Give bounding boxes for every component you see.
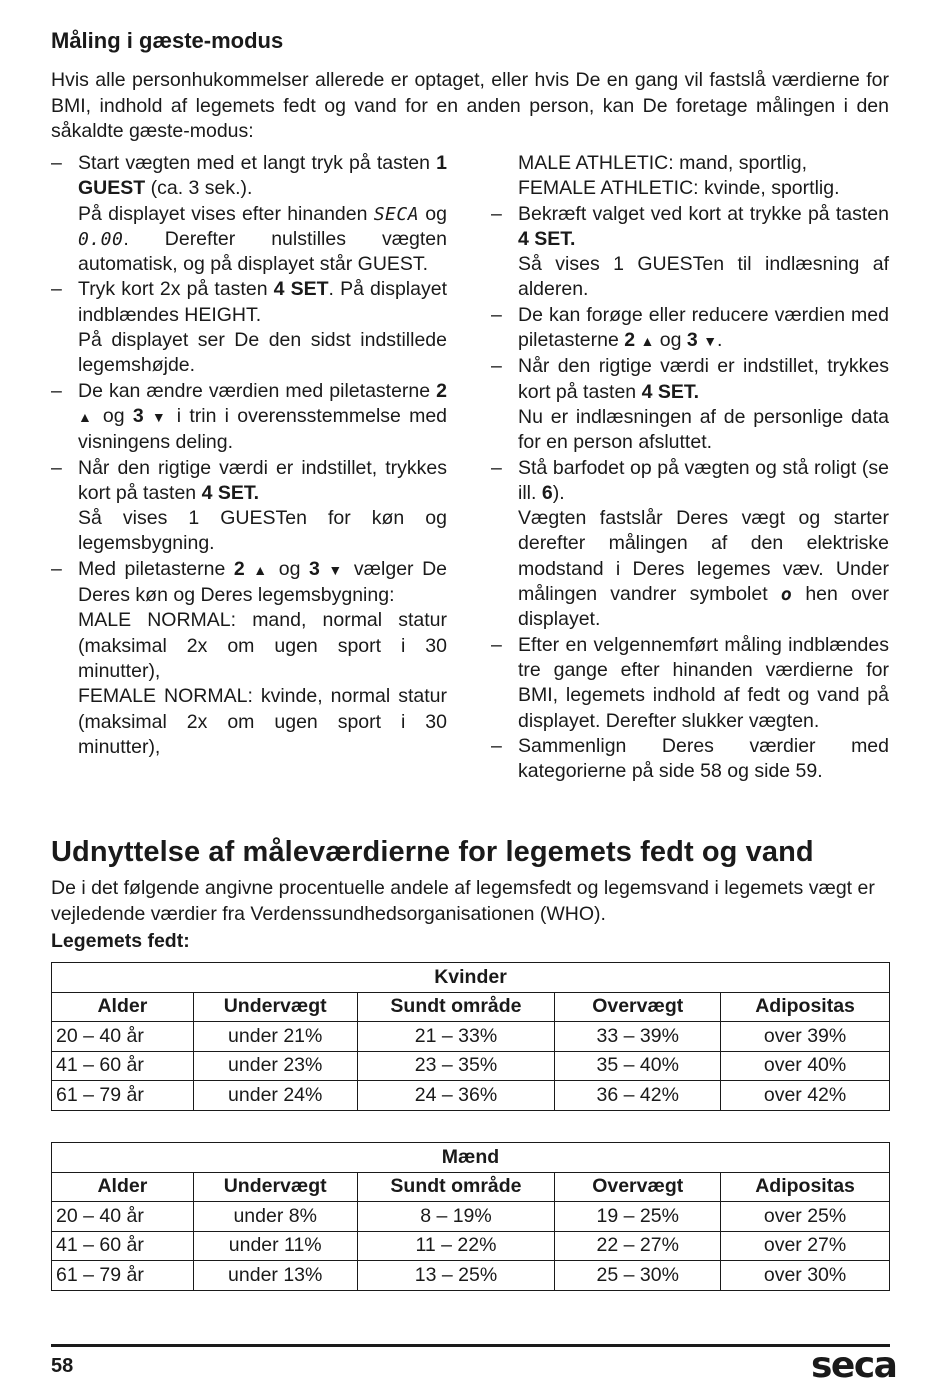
list-item [491, 633, 889, 734]
evaluation-paragraph: De i det følgende angivne procentuelle andele af legemsfedt og legemsvand i legemets vægt er vejledende værdier fra Verdenssundhedsorganisationen (WHO). [51, 877, 875, 925]
column-header: Alder [52, 1172, 194, 1202]
step-text: Tryk kort 2x på tasten 4 SET. På displayet indblændes HEIGHT. [78, 278, 448, 326]
evaluation-heading: Udnyttelse af måleværdierne for legemets fedt og vand [51, 836, 814, 868]
dash-bullet: – [491, 355, 502, 378]
table-cell: 22 – 27% [555, 1231, 721, 1261]
body-fat-subheading: Legemets fedt: [51, 930, 190, 952]
column-header: Overvægt [555, 992, 721, 1022]
column-header: Overvægt [555, 1172, 721, 1202]
dash-bullet: – [491, 633, 502, 656]
table-cell: 41 – 60 år [52, 1051, 194, 1081]
dash-bullet: – [51, 278, 62, 301]
running-symbol-icon: o [780, 584, 793, 606]
table-title: Mænd [52, 1143, 890, 1173]
step-text: De kan ændre værdien med piletasterne 2 ▲ og 3 ▼ i trin i overensstemmelse med visningens deling. [78, 379, 448, 454]
column-header: Undervægt [193, 1172, 357, 1202]
column-header: Undervægt [193, 992, 357, 1022]
dash-bullet: – [51, 456, 62, 479]
table-row [52, 1261, 890, 1291]
arrow-up-icon: ▲ [640, 333, 655, 350]
step-detail: Så vises 1 GUESTen for køn og legemsbygning. [78, 507, 447, 555]
step-text: Stå barfodet op på vægten og stå roligt (se ill. 6). [518, 456, 889, 504]
step-detail: MALE NORMAL: mand, normal statur (maksimal 2x om ugen sport i 30 minutter), [78, 609, 447, 682]
section-heading: Måling i gæste-modus [51, 28, 284, 53]
table-row [52, 1022, 890, 1052]
table-cell: 35 – 40% [555, 1051, 721, 1081]
step-text: Når den rigtige værdi er indstillet, trykkes kort på tasten 4 SET. [78, 456, 447, 504]
table-cell: under 11% [193, 1231, 357, 1261]
list-item [51, 277, 447, 378]
table-cell: 8 – 19% [357, 1202, 555, 1232]
step-text: Start vægten med et langt tryk på tasten 1 GUEST (ca. 3 sek.). [78, 152, 447, 200]
list-item [51, 151, 447, 277]
arrow-up-icon: ▲ [78, 408, 95, 425]
seca-logo: seca [811, 1345, 897, 1386]
table-cell: over 40% [721, 1051, 890, 1081]
table-cell: 24 – 36% [357, 1081, 555, 1111]
column-header: Adipositas [721, 992, 890, 1022]
table-cell: over 30% [721, 1261, 890, 1291]
column-header: Sundt område [357, 992, 555, 1022]
table-cell: 25 – 30% [555, 1261, 721, 1291]
dash-bullet: – [51, 379, 62, 402]
step-detail: Så vises 1 GUESTen til indlæsning af alderen. [518, 253, 889, 301]
table-cell: 21 – 33% [357, 1022, 555, 1052]
step-detail: Nu er indlæsningen af de personlige data for en person afsluttet. [518, 405, 889, 454]
table-cell: 61 – 79 år [52, 1081, 194, 1111]
lcd-display-text: 0.00 [78, 228, 124, 250]
footer-divider [51, 1344, 890, 1347]
list-item [491, 734, 889, 785]
list-item [491, 456, 889, 633]
dash-bullet: – [51, 152, 62, 174]
table-cell: 13 – 25% [357, 1261, 555, 1291]
step-text: De kan forøge eller reducere værdien med piletasterne 2 ▲ og 3 ▼. [518, 303, 889, 352]
table-cell: 19 – 25% [555, 1202, 721, 1232]
list-item [491, 303, 889, 355]
dash-bullet: – [491, 456, 502, 479]
arrow-down-icon: ▼ [703, 333, 718, 350]
table-cell: 36 – 42% [555, 1081, 721, 1111]
column-header: Sundt område [357, 1172, 555, 1202]
step-detail: På displayet vises efter hinanden SECA og 0.00. Derefter nulstilles vægten automatisk, og på displayet står GUEST. [78, 202, 447, 276]
men-fat-table [51, 1142, 890, 1291]
table-cell: over 27% [721, 1231, 890, 1261]
table-cell: 20 – 40 år [52, 1022, 194, 1052]
step-text: Med piletasterne 2 ▲ og 3 ▼ vælger De Deres køn og Deres legemsbygning: [78, 557, 448, 607]
table-cell: 20 – 40 år [52, 1202, 194, 1232]
list-item [51, 557, 447, 760]
table-cell: under 21% [193, 1022, 357, 1052]
lcd-display-text: SECA [373, 203, 420, 225]
column-header: Alder [52, 992, 194, 1022]
table-cell: 11 – 22% [357, 1231, 555, 1261]
step-text: Sammenlign Deres værdier med kategorierne på side 58 og side 59. [518, 734, 889, 783]
step-text: Bekræft valget ved kort at trykke på tasten 4 SET. [518, 202, 889, 250]
table-cell: over 42% [721, 1081, 890, 1111]
dash-bullet: – [491, 202, 502, 225]
table-cell: under 24% [193, 1081, 357, 1111]
continued-text: MALE ATHLETIC: mand, sportlig, [518, 152, 807, 174]
table-cell: 41 – 60 år [52, 1231, 194, 1261]
table-cell: 23 – 35% [357, 1051, 555, 1081]
table-cell: over 25% [721, 1202, 890, 1232]
column-header: Adipositas [721, 1172, 890, 1202]
table-cell: under 23% [193, 1051, 357, 1081]
arrow-down-icon: ▼ [328, 561, 346, 578]
continued-text: FEMALE ATHLETIC: kvinde, sportlig. [518, 177, 840, 200]
list-item [491, 354, 889, 455]
step-detail: På displayet ser De den sidst indstillede legemshøjde. [78, 329, 447, 377]
arrow-up-icon: ▲ [253, 561, 271, 578]
dash-bullet: – [491, 734, 502, 757]
table-row [52, 1231, 890, 1261]
table-row [52, 1081, 890, 1111]
table-row [52, 1051, 890, 1081]
table-cell: 61 – 79 år [52, 1261, 194, 1291]
dash-bullet: – [491, 303, 502, 326]
intro-paragraph: Hvis alle personhukommelser allerede er optaget, eller hvis De en gang vil fastslå værdierne for BMI, indhold af legemets fedt og vand for en anden person, kan De foretage målingen i den såkaldte gæste-modus: [51, 69, 889, 142]
arrow-down-icon: ▼ [151, 408, 169, 425]
step-detail: Vægten fastslår Deres vægt og starter derefter målingen af den elektriske modstand i Deres legemes væv. Under målingen vandrer symbolet o hen over displayet. [518, 507, 889, 631]
list-item [51, 379, 447, 456]
table-header-row [52, 992, 890, 1022]
list-item [51, 456, 447, 557]
step-detail: FEMALE NORMAL: kvinde, normal statur (maksimal 2x om ugen sport i 30 minutter), [78, 685, 447, 758]
table-row [52, 1202, 890, 1232]
step-text: Når den rigtige værdi er indstillet, trykkes kort på tasten 4 SET. [518, 355, 889, 403]
table-cell: under 8% [193, 1202, 357, 1232]
table-cell: over 39% [721, 1022, 890, 1052]
left-column [51, 151, 447, 760]
table-title: Kvinder [52, 963, 890, 993]
table-cell: 33 – 39% [555, 1022, 721, 1052]
women-fat-table [51, 962, 890, 1111]
right-column [491, 151, 889, 784]
step-text: Efter en velgennemført måling indblændes tre gange efter hinanden værdierne for BMI, legemets indhold af fedt og vand på displayet. Derefter slukker vægten. [518, 633, 889, 732]
table-cell: under 13% [193, 1261, 357, 1291]
table-header-row [52, 1172, 890, 1202]
page-number: 58 [51, 1355, 74, 1377]
dash-bullet: – [51, 557, 62, 580]
list-item [491, 202, 889, 303]
